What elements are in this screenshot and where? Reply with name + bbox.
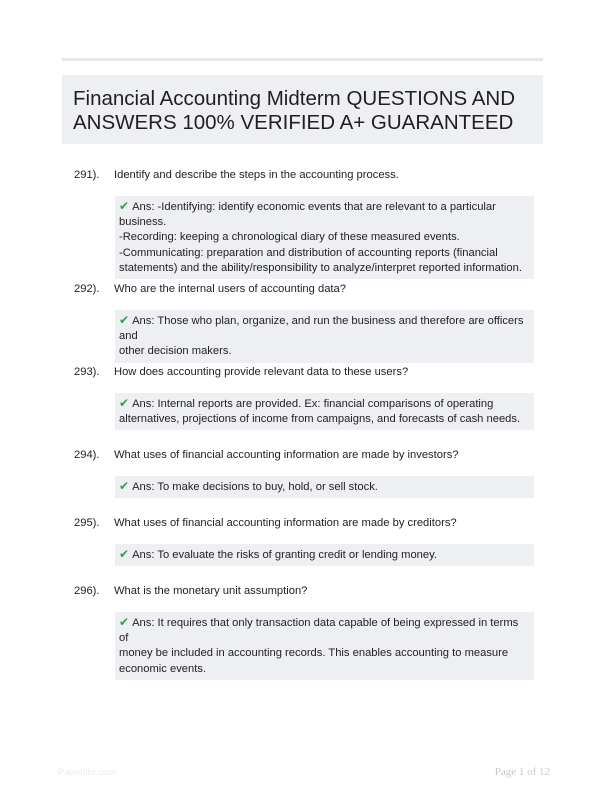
page-number: Page 1 of 12: [494, 766, 550, 778]
answer-box: [115, 612, 534, 680]
answer-box: [115, 310, 534, 363]
question-row: [74, 168, 544, 183]
answer-text: Ans: Those who plan, organize, and run the business and therefore are officers and: [119, 315, 524, 343]
question-number: 296).: [74, 585, 100, 597]
answer-line: [119, 547, 530, 563]
check-icon: ✔: [119, 396, 130, 410]
check-icon: ✔: [119, 199, 130, 213]
footer-watermark: Paperlibr.com: [58, 767, 117, 778]
answer-line: -Communicating: preparation and distribution of accounting reports (financial: [119, 246, 498, 259]
answer-line: [119, 396, 530, 412]
answer-line: economic events.: [119, 662, 207, 675]
question-row: [74, 516, 544, 531]
question-text: What uses of financial accounting information are made by creditors?: [114, 517, 457, 529]
question-number: 291).: [74, 169, 100, 181]
answer-box: [115, 196, 534, 279]
qa-item-292: [74, 282, 544, 363]
question-number: 292).: [74, 283, 100, 295]
answer-text: Ans: -Identifying: identify economic events that are relevant to a particular business.: [119, 201, 496, 229]
question-row: [74, 282, 544, 297]
question-number: 293).: [74, 366, 100, 378]
question-text: Who are the internal users of accounting data?: [114, 283, 346, 295]
check-icon: ✔: [119, 313, 130, 327]
answer-line: other decision makers.: [119, 345, 232, 358]
question-row: [74, 448, 544, 463]
qa-item-293: [74, 365, 544, 430]
qa-item-294: [74, 448, 544, 498]
question-text: What uses of financial accounting information are made by investors?: [114, 449, 459, 461]
top-divider: [62, 58, 543, 61]
answer-line: money be included in accounting records. This enables accounting to measure: [119, 647, 509, 660]
answer-text: Ans: To make decisions to buy, hold, or sell stock.: [132, 481, 378, 493]
answer-text: Ans: It requires that only transaction data capable of being expressed in terms of: [119, 617, 519, 645]
question-number: 295).: [74, 517, 100, 529]
qa-item-291: [74, 168, 544, 279]
question-text: Identify and describe the steps in the accounting process.: [114, 169, 399, 181]
question-number: 294).: [74, 449, 100, 461]
answer-line: [119, 479, 530, 495]
answer-text: Ans: Internal reports are provided. Ex: financial comparisons of operating: [132, 398, 494, 410]
answer-line: statements) and the ability/responsibility to analyze/interpret reported information.: [119, 261, 522, 274]
check-icon: ✔: [119, 615, 130, 629]
document-title: Financial Accounting Midterm QUESTIONS AND ANSWERS 100% VERIFIED A+ GUARANTEED: [73, 87, 516, 134]
check-icon: ✔: [119, 547, 130, 561]
question-row: [74, 365, 544, 380]
answer-box: [115, 476, 534, 498]
answer-box: [115, 393, 534, 430]
question-row: [74, 584, 544, 599]
answer-line: [119, 615, 530, 646]
answer-text: Ans: To evaluate the risks of granting credit or lending money.: [132, 549, 437, 561]
title-banner: [62, 75, 543, 144]
qa-item-296: [74, 584, 544, 680]
answer-line: [119, 313, 530, 344]
question-text: What is the monetary unit assumption?: [114, 585, 308, 597]
answer-line: alternatives, projections of income from campaigns, and forecasts of cash needs.: [119, 413, 521, 426]
answer-line: -Recording: keeping a chronological diary of these measured events.: [119, 231, 460, 244]
qa-item-295: [74, 516, 544, 566]
question-text: How does accounting provide relevant data to these users?: [114, 366, 409, 378]
check-icon: ✔: [119, 479, 130, 493]
answer-box: [115, 544, 534, 566]
answer-line: [119, 199, 530, 230]
